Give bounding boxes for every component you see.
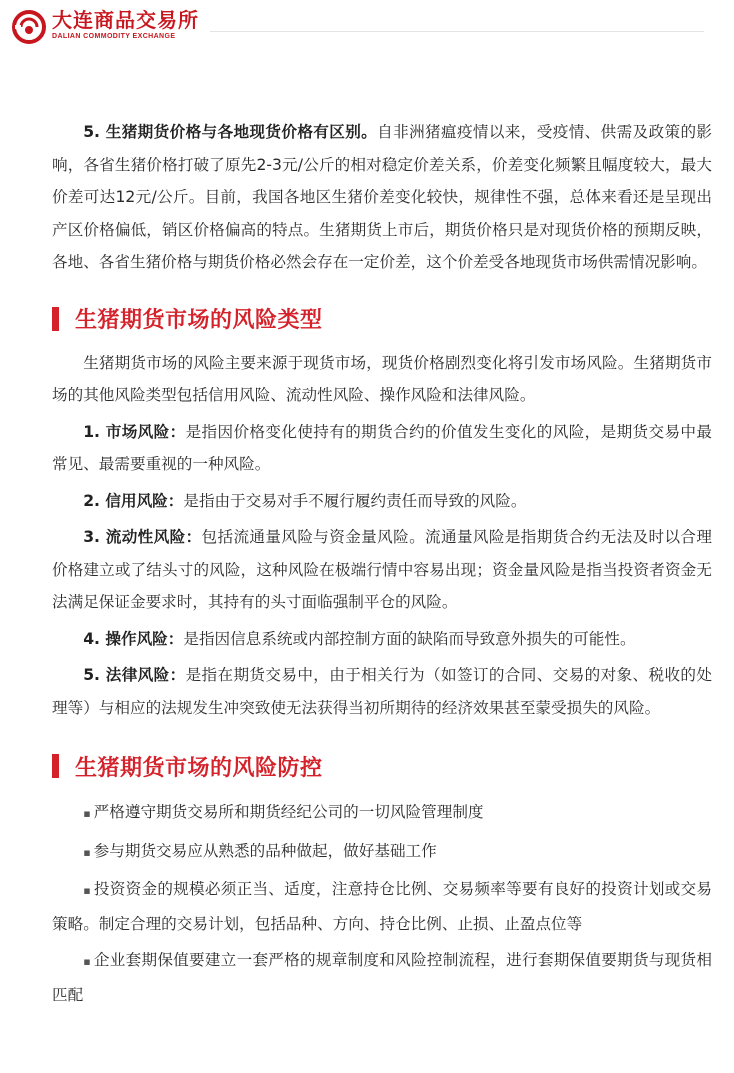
bullet-text: 参与期货交易应从熟悉的品种做起，做好基础工作 [93,841,437,860]
bullet-text: 企业套期保值要建立一套严格的规章制度和风险控制流程，进行套期保值要期货与现货相匹配 [52,951,712,1004]
logo-chinese-name: 大连商品交易所 [52,8,199,32]
bullet-text: 投资资金的规模必须正当、适度，注意持仓比例、交易频率等要有良好的投资计划或交易策略。制定合理的交易计划，包括品种、方向、持仓比例、止损、止盈点位等 [52,880,712,933]
item-body: 是指因信息系统或内部控制方面的缺陷而导致意外损失的可能性。 [183,629,636,648]
risk-item-credit [52,485,712,518]
bullet-text: 严格遵守期货交易所和期货经纪公司的一切风险管理制度 [93,803,484,821]
logo-english-name: DALIAN COMMODITY EXCHANGE [52,33,176,40]
price-difference-paragraph [52,116,712,279]
page-header [0,0,734,52]
section-heading-text: 生猪期货市场的风险类型 [75,308,323,333]
item-body: 是指由于交易对手不履行履约责任而导致的风险。 [183,491,527,510]
item-body: 自非洲猪瘟疫情以来，受疫情、供需及政策的影响，各省生猪价格打破了原先2-3元/公斤的相对稳定价差关系，价差变化频繁且幅度较大，最大价差可达12元/公斤。目前，我国各地区生猪价差变化较快，规律性不强，总体来看还是呈现出产区价格偏低，销区价格偏高的特点。生猪期货上市后，期货价格只是对现货价格的预期反映，各地、各省生猪价格与期货价格必然会存在一定价差，这个价差受各地现货市场供需情况影响。 [52,123,712,271]
bullet-icon: ▪ [83,845,91,859]
risk-item-legal [52,659,712,724]
dce-logo-icon [12,10,46,44]
heading-accent-bar [52,307,59,331]
item-body: 包括流通量风险与资金量风险。流通量风险是指期货合约无法及时以合理价格建立或了结头寸的风险，这种风险在极端行情中容易出现；资金量风险是指当投资者资金无法满足保证金要求时，其持有的头寸面临强制平仓的风险。 [52,528,712,611]
bullet-icon: ▪ [83,955,91,968]
item-title: 5. 法律风险： [83,666,186,684]
item-title: 1. 市场风险： [83,422,186,441]
header-divider [210,31,704,32]
item-title: 2. 信用风险： [83,491,184,510]
risk-item-operational [52,623,712,656]
item-body: 是指在期货交易中，由于相关行为（如签订的合同、交易的对象、税收的处理等）与相应的法规发生冲突致使无法获得当初所期待的经济效果甚至蒙受损失的风险。 [52,666,712,717]
item-title: 4. 操作风险： [83,629,184,648]
risk-item-market [52,416,712,481]
heading-accent-bar [52,754,59,778]
item-title: 3. 流动性风险： [83,528,202,546]
risk-item-liquidity [52,521,712,619]
control-bullet-1 [52,796,712,831]
control-bullet-3 [52,873,712,940]
risk-intro-paragraph: 生猪期货市场的风险主要来源于现货市场，现货价格剧烈变化将引发市场风险。生猪期货市场的其他风险类型包括信用风险、流动性风险、操作风险和法律风险。 [52,353,712,404]
item-body: 是指因价格变化使持有的期货合约的价值发生变化的风险，是期货交易中最常见、最需要重视的一种风险。 [52,422,712,473]
item-title: 5. 生猪期货价格与各地现货价格有区别。 [83,123,378,141]
article-content [52,116,712,1011]
section-heading-risk-control [52,746,712,786]
bullet-icon: ▪ [83,807,91,820]
control-bullet-4 [52,944,712,1011]
control-bullet-2 [52,835,712,870]
section-heading-risk-types [52,299,712,339]
bullet-icon: ▪ [83,884,91,897]
section-heading-text: 生猪期货市场的风险防控 [75,755,323,781]
